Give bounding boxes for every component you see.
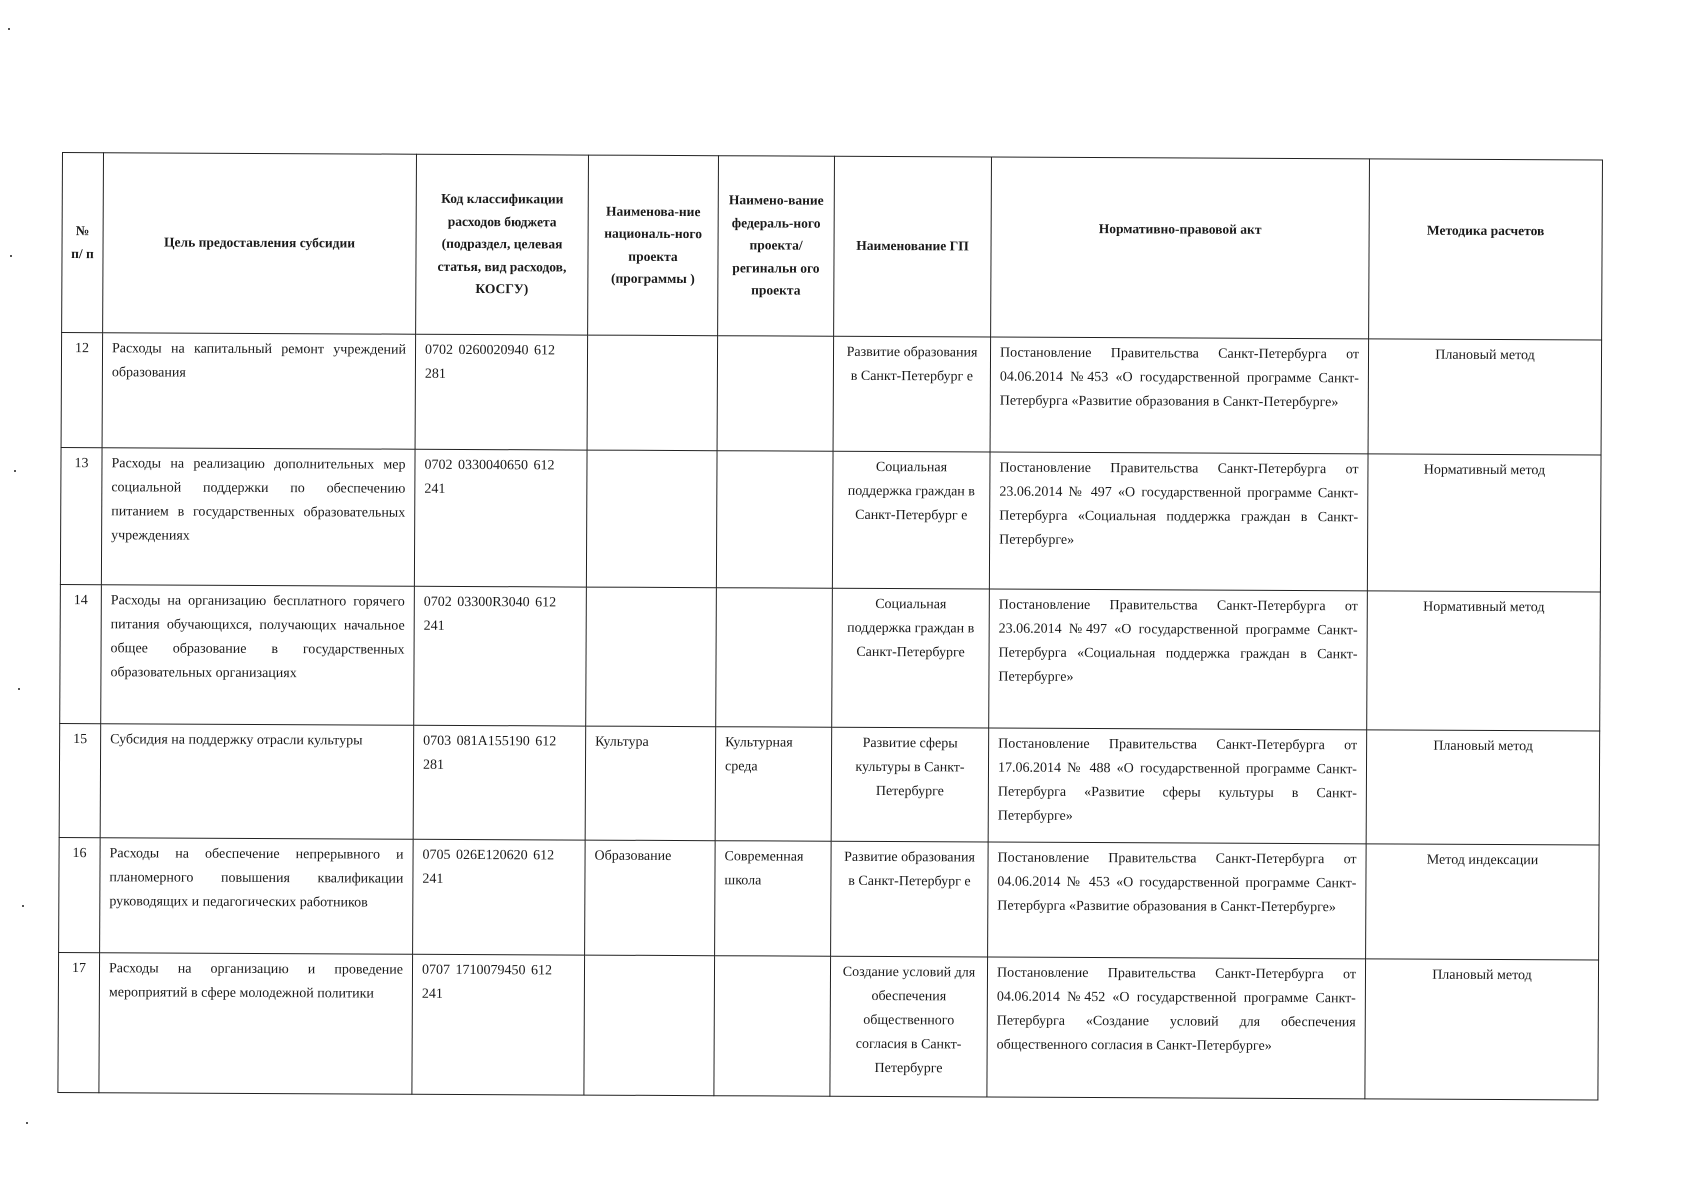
table-row [61, 333, 1602, 456]
subsidy-table [57, 152, 1603, 1101]
row-gp: Развитие сферы культуры в Санкт-Петербурге [831, 727, 989, 842]
row-goal: Субсидия на поддержку отрасли культуры [100, 724, 414, 840]
row-code: 0702 0330040650 612 241 [414, 449, 587, 587]
row-method: Плановый метод [1368, 339, 1602, 455]
row-act: Постановление Правительства Санкт-Петербурга от 23.06.2014 №497 «О государственной программе Санкт-Петербурга «Социальная поддержка граждан в Санкт-Петербурге» [989, 589, 1368, 730]
row-num: 17 [58, 952, 100, 1092]
row-method: Плановый метод [1365, 959, 1599, 1100]
row-act: Постановление Правительства Санкт-Петербурга от 04.06.2014 №453 «О государственной программе Санкт-Петербурга «Развитие образования в Санкт-Петербурге» [990, 337, 1369, 454]
row-federal-project: Современная школа [715, 841, 832, 957]
header-method: Методика расчетов [1369, 159, 1603, 340]
row-gp: Социальная поддержка граждан в Санкт-Петербурге [832, 588, 990, 728]
header-gp: Наименование ГП [834, 156, 992, 337]
row-method: Нормативный метод [1367, 454, 1601, 592]
row-method: Метод индексации [1366, 844, 1600, 960]
row-method: Нормативный метод [1367, 591, 1601, 731]
row-act: Постановление Правительства Санкт-Петербурга от 23.06.2014 № 497 «О государственной программе Санкт-Петербурга «Социальная поддержка граждан в Санкт-Петербурге» [989, 452, 1368, 591]
table-row [59, 723, 1600, 845]
row-num: 12 [61, 333, 103, 448]
scan-speck [14, 470, 16, 472]
header-num: № п/ п [62, 153, 104, 333]
row-national-project [586, 450, 717, 588]
row-num: 16 [59, 837, 101, 952]
row-act: Постановление Правительства Санкт-Петербурга от 04.06.2014 № 453 «О государственной программе Санкт-Петербурга «Развитие образования в Санкт-Петербурге» [988, 842, 1367, 959]
table-row [58, 952, 1599, 1100]
header-federal-project: Наимено-вание федераль-ного проекта/ регинальн ого проекта [718, 156, 835, 337]
row-federal-project: Культурная среда [715, 727, 832, 842]
row-national-project [584, 955, 715, 1096]
header-national-project: Наименова-ние националь-ного проекта (программы ) [588, 155, 719, 336]
row-goal: Расходы на организацию и проведение мероприятий в сфере молодежной политики [99, 953, 413, 1095]
row-gp: Создание условий для обеспечения общественного согласия в Санкт-Петербурге [830, 956, 988, 1097]
row-gp: Социальная поддержка граждан в Санкт-Петербург е [832, 451, 990, 589]
header-code: Код классификации расходов бюджета (подраздел, целевая статья, вид расходов, КОСГУ) [416, 154, 589, 335]
scan-speck [26, 1122, 28, 1124]
row-method: Плановый метод [1366, 730, 1600, 845]
row-code: 0705 026E120620 612 241 [413, 839, 586, 955]
scan-speck [8, 28, 10, 30]
row-code: 0703 081A155190 612 281 [413, 725, 586, 840]
row-federal-project [714, 956, 831, 1097]
scan-speck [22, 905, 24, 907]
row-goal: Расходы на обеспечение непрерывного и планомерного повышения квалификации руководящих и педагогических работников [100, 838, 414, 955]
row-national-project: Образование [585, 840, 716, 956]
row-code: 0702 03300R3040 612 241 [414, 586, 587, 726]
row-federal-project [716, 588, 833, 728]
row-code: 0707 1710079450 612 241 [412, 954, 585, 1095]
row-federal-project [717, 336, 834, 452]
row-num: 13 [60, 447, 102, 584]
row-national-project [587, 335, 718, 451]
row-national-project: Культура [585, 726, 716, 841]
row-goal: Расходы на реализацию дополнительных мер социальной поддержки по обеспечению питанием в государственных образовательных учреждениях [101, 448, 415, 587]
header-row [62, 153, 1603, 341]
header-goal: Цель предоставления субсидии [103, 153, 417, 335]
row-gp: Развитие образования в Санкт-Петербург е [831, 841, 989, 957]
row-goal: Расходы на организацию бесплатного горячего питания обучающихся, получающих начальное общее образование в государственных образовательных организациях [101, 585, 415, 726]
table-row [59, 837, 1600, 960]
table-row [60, 447, 1601, 592]
scan-speck [18, 688, 20, 690]
row-national-project [586, 587, 717, 727]
header-act: Нормативно-правовой акт [991, 157, 1370, 339]
row-gp: Развитие образования в Санкт-Петербург е [833, 336, 991, 452]
table-row [60, 584, 1601, 731]
row-act: Постановление Правительства Санкт-Петербурга от 17.06.2014 № 488 «О государственной программе Санкт-Петербурга «Развитие сферы культуры в Санкт-Петербурге» [988, 728, 1367, 844]
row-code: 0702 0260020940 612 281 [415, 334, 588, 450]
row-federal-project [716, 451, 833, 589]
row-act: Постановление Правительства Санкт-Петербурга от 04.06.2014 №452 «О государственной программе Санкт-Петербурга «Создание условий для обеспечения общественного согласия в Санкт-Петербурге» [987, 957, 1366, 1099]
row-num: 14 [60, 584, 102, 723]
row-num: 15 [59, 723, 101, 837]
scan-speck [10, 255, 12, 257]
row-goal: Расходы на капитальный ремонт учреждений образования [102, 333, 416, 450]
